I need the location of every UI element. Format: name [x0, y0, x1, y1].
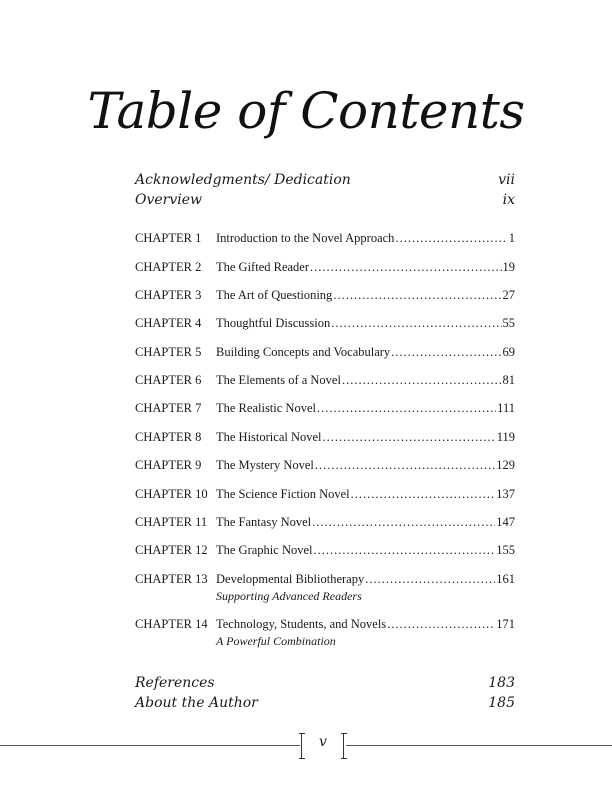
- chapter-number: CHAPTER 4: [135, 316, 202, 330]
- dot-leader: [351, 487, 496, 502]
- chapter-page: 81: [502, 373, 515, 387]
- chapter-title: The Historical Novel: [216, 430, 322, 444]
- chapter-title: The Mystery Novel: [216, 458, 314, 472]
- chapter-page: 171: [496, 617, 515, 631]
- chapter-number: CHAPTER 13: [135, 572, 208, 586]
- chapter-number: CHAPTER 8: [135, 430, 202, 444]
- back-matter-references: [135, 675, 515, 695]
- chapter-page: 27: [502, 288, 515, 302]
- chapter-page: 19: [502, 260, 515, 274]
- chapter-subtitle: Supporting Advanced Readers: [216, 589, 362, 603]
- front-matter-label: Acknowledgments/ Dedication: [135, 172, 351, 188]
- toc-entry-chapter-2: [135, 260, 515, 275]
- footer-rule-left: [0, 745, 300, 746]
- toc-entry-chapter-8: [135, 430, 515, 445]
- chapter-title: The Gifted Reader: [216, 260, 310, 274]
- chapter-number: CHAPTER 3: [135, 288, 202, 302]
- chapter-page: 111: [497, 401, 515, 415]
- back-matter-about-author: [135, 695, 515, 715]
- toc-entry-chapter-14: [135, 617, 515, 649]
- dot-leader: [315, 458, 495, 473]
- front-matter-page: ix: [502, 192, 515, 208]
- dot-leader: [310, 260, 501, 275]
- toc-entry-chapter-7: [135, 401, 515, 416]
- front-matter-acknowledgments: [135, 172, 515, 192]
- chapter-page: 147: [496, 515, 515, 529]
- chapter-title: Technology, Students, and Novels: [216, 617, 387, 631]
- chapter-title: The Science Fiction Novel: [216, 487, 350, 501]
- toc-entry-chapter-3: [135, 288, 515, 303]
- footer-rule-right: [346, 745, 612, 746]
- chapter-number: CHAPTER 12: [135, 543, 208, 557]
- chapter-number: CHAPTER 6: [135, 373, 202, 387]
- toc-entry-chapter-13: [135, 572, 515, 604]
- dot-leader: [395, 231, 507, 246]
- toc-entry-chapter-6: [135, 373, 515, 388]
- chapter-number: CHAPTER 2: [135, 260, 202, 274]
- chapter-number: CHAPTER 5: [135, 345, 202, 359]
- chapter-title: The Graphic Novel: [216, 543, 313, 557]
- back-matter-page: 185: [488, 695, 515, 711]
- chapter-title: Thoughtful Discussion: [216, 316, 331, 330]
- front-matter-overview: [135, 192, 515, 212]
- toc-entry-chapter-5: [135, 345, 515, 360]
- chapter-page: 129: [496, 458, 515, 472]
- dot-leader: [391, 345, 501, 360]
- chapter-number: CHAPTER 1: [135, 231, 202, 245]
- chapter-number: CHAPTER 10: [135, 487, 208, 501]
- toc-entry-chapter-11: [135, 515, 515, 530]
- toc-entry-chapter-10: [135, 487, 515, 502]
- dot-leader: [323, 430, 496, 445]
- back-matter-label: References: [135, 675, 215, 691]
- chapter-title: The Art of Questioning: [216, 288, 333, 302]
- chapter-page: 55: [502, 316, 515, 330]
- dot-leader: [331, 316, 501, 331]
- chapter-number: CHAPTER 11: [135, 515, 208, 529]
- page-title: Table of Contents: [87, 82, 525, 140]
- chapter-page: 155: [496, 543, 515, 557]
- toc-entry-chapter-4: [135, 316, 515, 331]
- chapter-number: CHAPTER 14: [135, 617, 208, 631]
- chapter-page: 119: [496, 430, 515, 444]
- dot-leader: [365, 572, 495, 587]
- chapter-number: CHAPTER 9: [135, 458, 202, 472]
- page-number: v: [319, 734, 327, 750]
- chapter-title: Introduction to the Novel Approach: [216, 231, 395, 245]
- front-matter-page: vii: [498, 172, 515, 188]
- chapter-number: CHAPTER 7: [135, 401, 202, 415]
- chapter-title: The Elements of a Novel: [216, 373, 341, 387]
- chapter-subtitle: A Powerful Combination: [216, 634, 336, 648]
- toc-entry-chapter-12: [135, 543, 515, 558]
- chapter-title: Developmental Bibliotherapy: [216, 572, 365, 586]
- dot-leader: [333, 288, 501, 303]
- chapter-title: The Fantasy Novel: [216, 515, 312, 529]
- dot-leader: [312, 515, 495, 530]
- dot-leader: [387, 617, 495, 632]
- back-matter-page: 183: [488, 675, 515, 691]
- folio-bracket-right: [341, 733, 347, 759]
- front-matter-label: Overview: [135, 192, 203, 208]
- dot-leader: [314, 543, 496, 558]
- dot-leader: [317, 401, 496, 416]
- chapter-page: 1: [508, 231, 515, 245]
- chapter-page: 137: [496, 487, 515, 501]
- dot-leader: [342, 373, 502, 388]
- chapter-page: 161: [496, 572, 515, 586]
- chapter-title: The Realistic Novel: [216, 401, 316, 415]
- toc-entry-chapter-1: [135, 231, 515, 246]
- chapter-page: 69: [502, 345, 515, 359]
- chapter-title: Building Concepts and Vocabulary: [216, 345, 391, 359]
- folio-bracket-left: [299, 733, 305, 759]
- toc-entry-chapter-9: [135, 458, 515, 473]
- back-matter-label: About the Author: [135, 695, 258, 711]
